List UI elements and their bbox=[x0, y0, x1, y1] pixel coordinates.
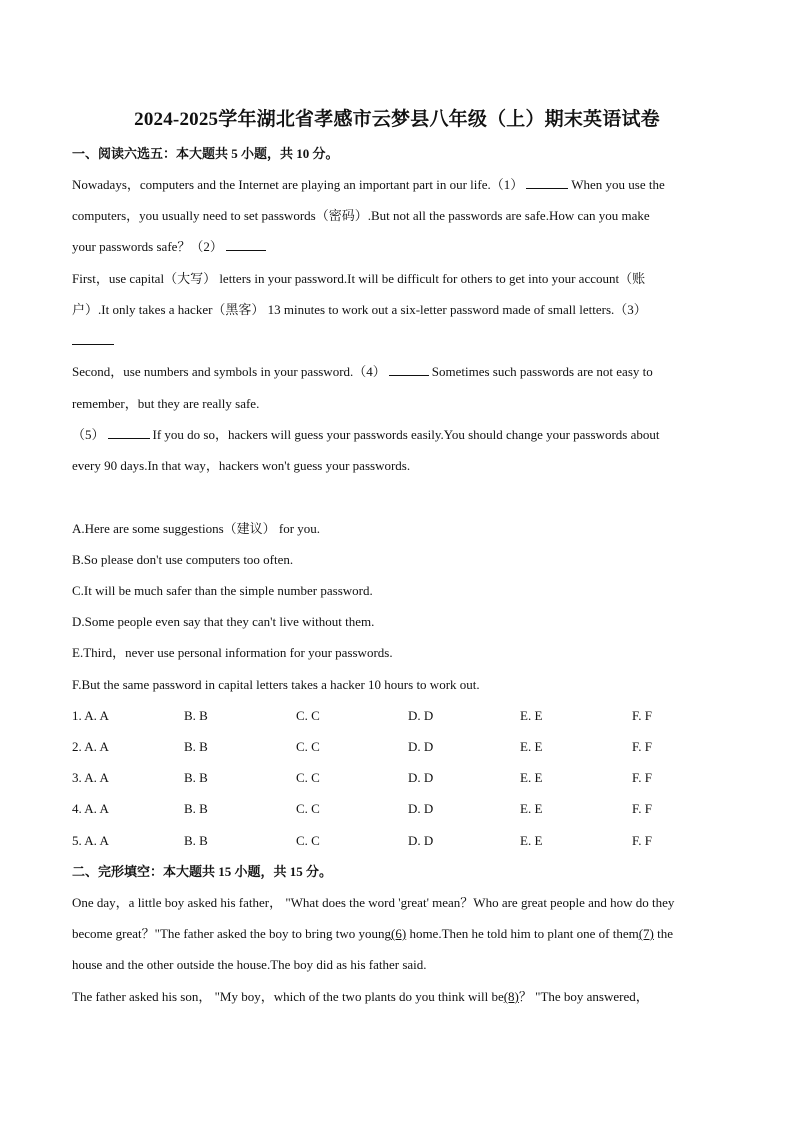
answer-option[interactable]: E. E bbox=[520, 801, 543, 816]
answer-option[interactable]: E. E bbox=[520, 739, 543, 754]
passage-line: One day，a little boy asked his father， "What does the word 'great' mean？Who are great people and how do they bbox=[72, 895, 675, 910]
passage-text: When you use the bbox=[571, 177, 665, 192]
passage-text: The father asked his son， "My boy，which of the two plants do you think will be bbox=[72, 989, 504, 1004]
answer-option[interactable]: B. B bbox=[184, 833, 208, 848]
answer-option[interactable]: 2. A. A bbox=[72, 739, 109, 754]
answer-option[interactable]: F. F bbox=[632, 739, 652, 754]
passage-line: 户）.It only takes a hacker（黑客） 13 minutes to work out a six-letter password made of small letters.（3） bbox=[72, 302, 647, 317]
answer-blank-1[interactable] bbox=[526, 177, 568, 189]
answer-option[interactable]: E. E bbox=[520, 833, 543, 848]
passage-line: every 90 days.In that way，hackers won't guess your passwords. bbox=[72, 458, 411, 473]
passage-line bbox=[72, 427, 659, 443]
page-title: 2024-2025学年湖北省孝感市云梦县八年级（上）期末英语试卷 bbox=[134, 109, 660, 130]
passage-line: First，use capital（大写） letters in your password.It will be difficult for others to get into your account（账 bbox=[72, 271, 646, 286]
answer-option[interactable]: D. D bbox=[408, 770, 434, 785]
answer-blank-4[interactable] bbox=[389, 364, 429, 376]
answer-option[interactable]: 4. A. A bbox=[72, 801, 109, 816]
answer-option[interactable]: B. B bbox=[184, 708, 208, 723]
answer-option[interactable]: 5. A. A bbox=[72, 833, 109, 848]
answer-option[interactable]: D. D bbox=[408, 708, 434, 723]
passage-text: home.Then he told him to plant one of them bbox=[406, 926, 639, 941]
answer-option[interactable]: C. C bbox=[296, 770, 320, 785]
answer-blank-2[interactable] bbox=[226, 239, 266, 251]
cloze-blank-7[interactable]: (7) bbox=[638, 926, 654, 941]
answer-option[interactable]: D. D bbox=[408, 739, 434, 754]
answer-option[interactable]: 1. A. A bbox=[72, 708, 109, 723]
answer-option[interactable]: E. E bbox=[520, 770, 543, 785]
choice-option: A.Here are some suggestions（建议） for you. bbox=[72, 521, 321, 536]
passage-text: become great？"The father asked the boy to bring two young bbox=[72, 926, 392, 941]
passage-text: ？ "The boy answered， bbox=[518, 989, 649, 1004]
answer-option[interactable]: B. B bbox=[184, 770, 208, 785]
passage-line bbox=[72, 989, 649, 1005]
answer-option[interactable]: B. B bbox=[184, 739, 208, 754]
choice-option: E.Third，never use personal information for your passwords. bbox=[72, 645, 393, 660]
answer-option[interactable]: B. B bbox=[184, 801, 208, 816]
passage-line: computers，you usually need to set passwords（密码）.But not all the passwords are safe.How can you make bbox=[72, 208, 650, 223]
choice-option: F.But the same password in capital letters takes a hacker 10 hours to work out. bbox=[72, 677, 480, 692]
answer-option[interactable]: D. D bbox=[408, 801, 434, 816]
answer-option[interactable]: F. F bbox=[632, 770, 652, 785]
passage-line bbox=[72, 177, 665, 193]
passage-text: Nowadays，computers and the Internet are playing an important part in our life.（1） bbox=[72, 177, 524, 192]
answer-option[interactable]: D. D bbox=[408, 833, 434, 848]
passage-text: the bbox=[653, 926, 674, 941]
passage-line bbox=[72, 926, 673, 942]
passage-line: remember，but they are really safe. bbox=[72, 396, 260, 411]
passage-line bbox=[72, 239, 269, 255]
passage-line bbox=[72, 333, 117, 349]
answer-option[interactable]: F. F bbox=[632, 833, 652, 848]
passage-line: house and the other outside the house.The boy did as his father said. bbox=[72, 957, 427, 972]
cloze-blank-6[interactable]: (6) bbox=[391, 926, 407, 941]
passage-text: （5） bbox=[72, 427, 105, 442]
answer-blank-5[interactable] bbox=[108, 427, 150, 439]
answer-option[interactable]: C. C bbox=[296, 801, 320, 816]
passage-text: your passwords safe？（2） bbox=[72, 239, 223, 254]
answer-option[interactable]: F. F bbox=[632, 708, 652, 723]
section-heading-cloze: 二、完形填空：本大题共 15 小题，共 15 分。 bbox=[72, 864, 333, 879]
choice-option: B.So please don't use computers too often. bbox=[72, 552, 294, 567]
passage-text: Second，use numbers and symbols in your password.（4） bbox=[72, 364, 386, 379]
answer-blank-3[interactable] bbox=[72, 333, 114, 345]
passage-text: Sometimes such passwords are not easy to bbox=[431, 364, 653, 379]
passage-text: If you do so，hackers will guess your passwords easily.You should change your passwords about bbox=[152, 427, 660, 442]
answer-option[interactable]: C. C bbox=[296, 739, 320, 754]
answer-option[interactable]: E. E bbox=[520, 708, 543, 723]
choice-option: D.Some people even say that they can't live without them. bbox=[72, 614, 375, 629]
passage-line bbox=[72, 364, 653, 380]
section-heading-reading: 一、阅读六选五：本大题共 5 小题，共 10 分。 bbox=[72, 146, 339, 161]
cloze-blank-8[interactable]: (8) bbox=[503, 989, 519, 1004]
answer-option[interactable]: F. F bbox=[632, 801, 652, 816]
choice-option: C.It will be much safer than the simple number password. bbox=[72, 583, 373, 598]
answer-option[interactable]: C. C bbox=[296, 708, 320, 723]
answer-option[interactable]: 3. A. A bbox=[72, 770, 109, 785]
answer-option[interactable]: C. C bbox=[296, 833, 320, 848]
